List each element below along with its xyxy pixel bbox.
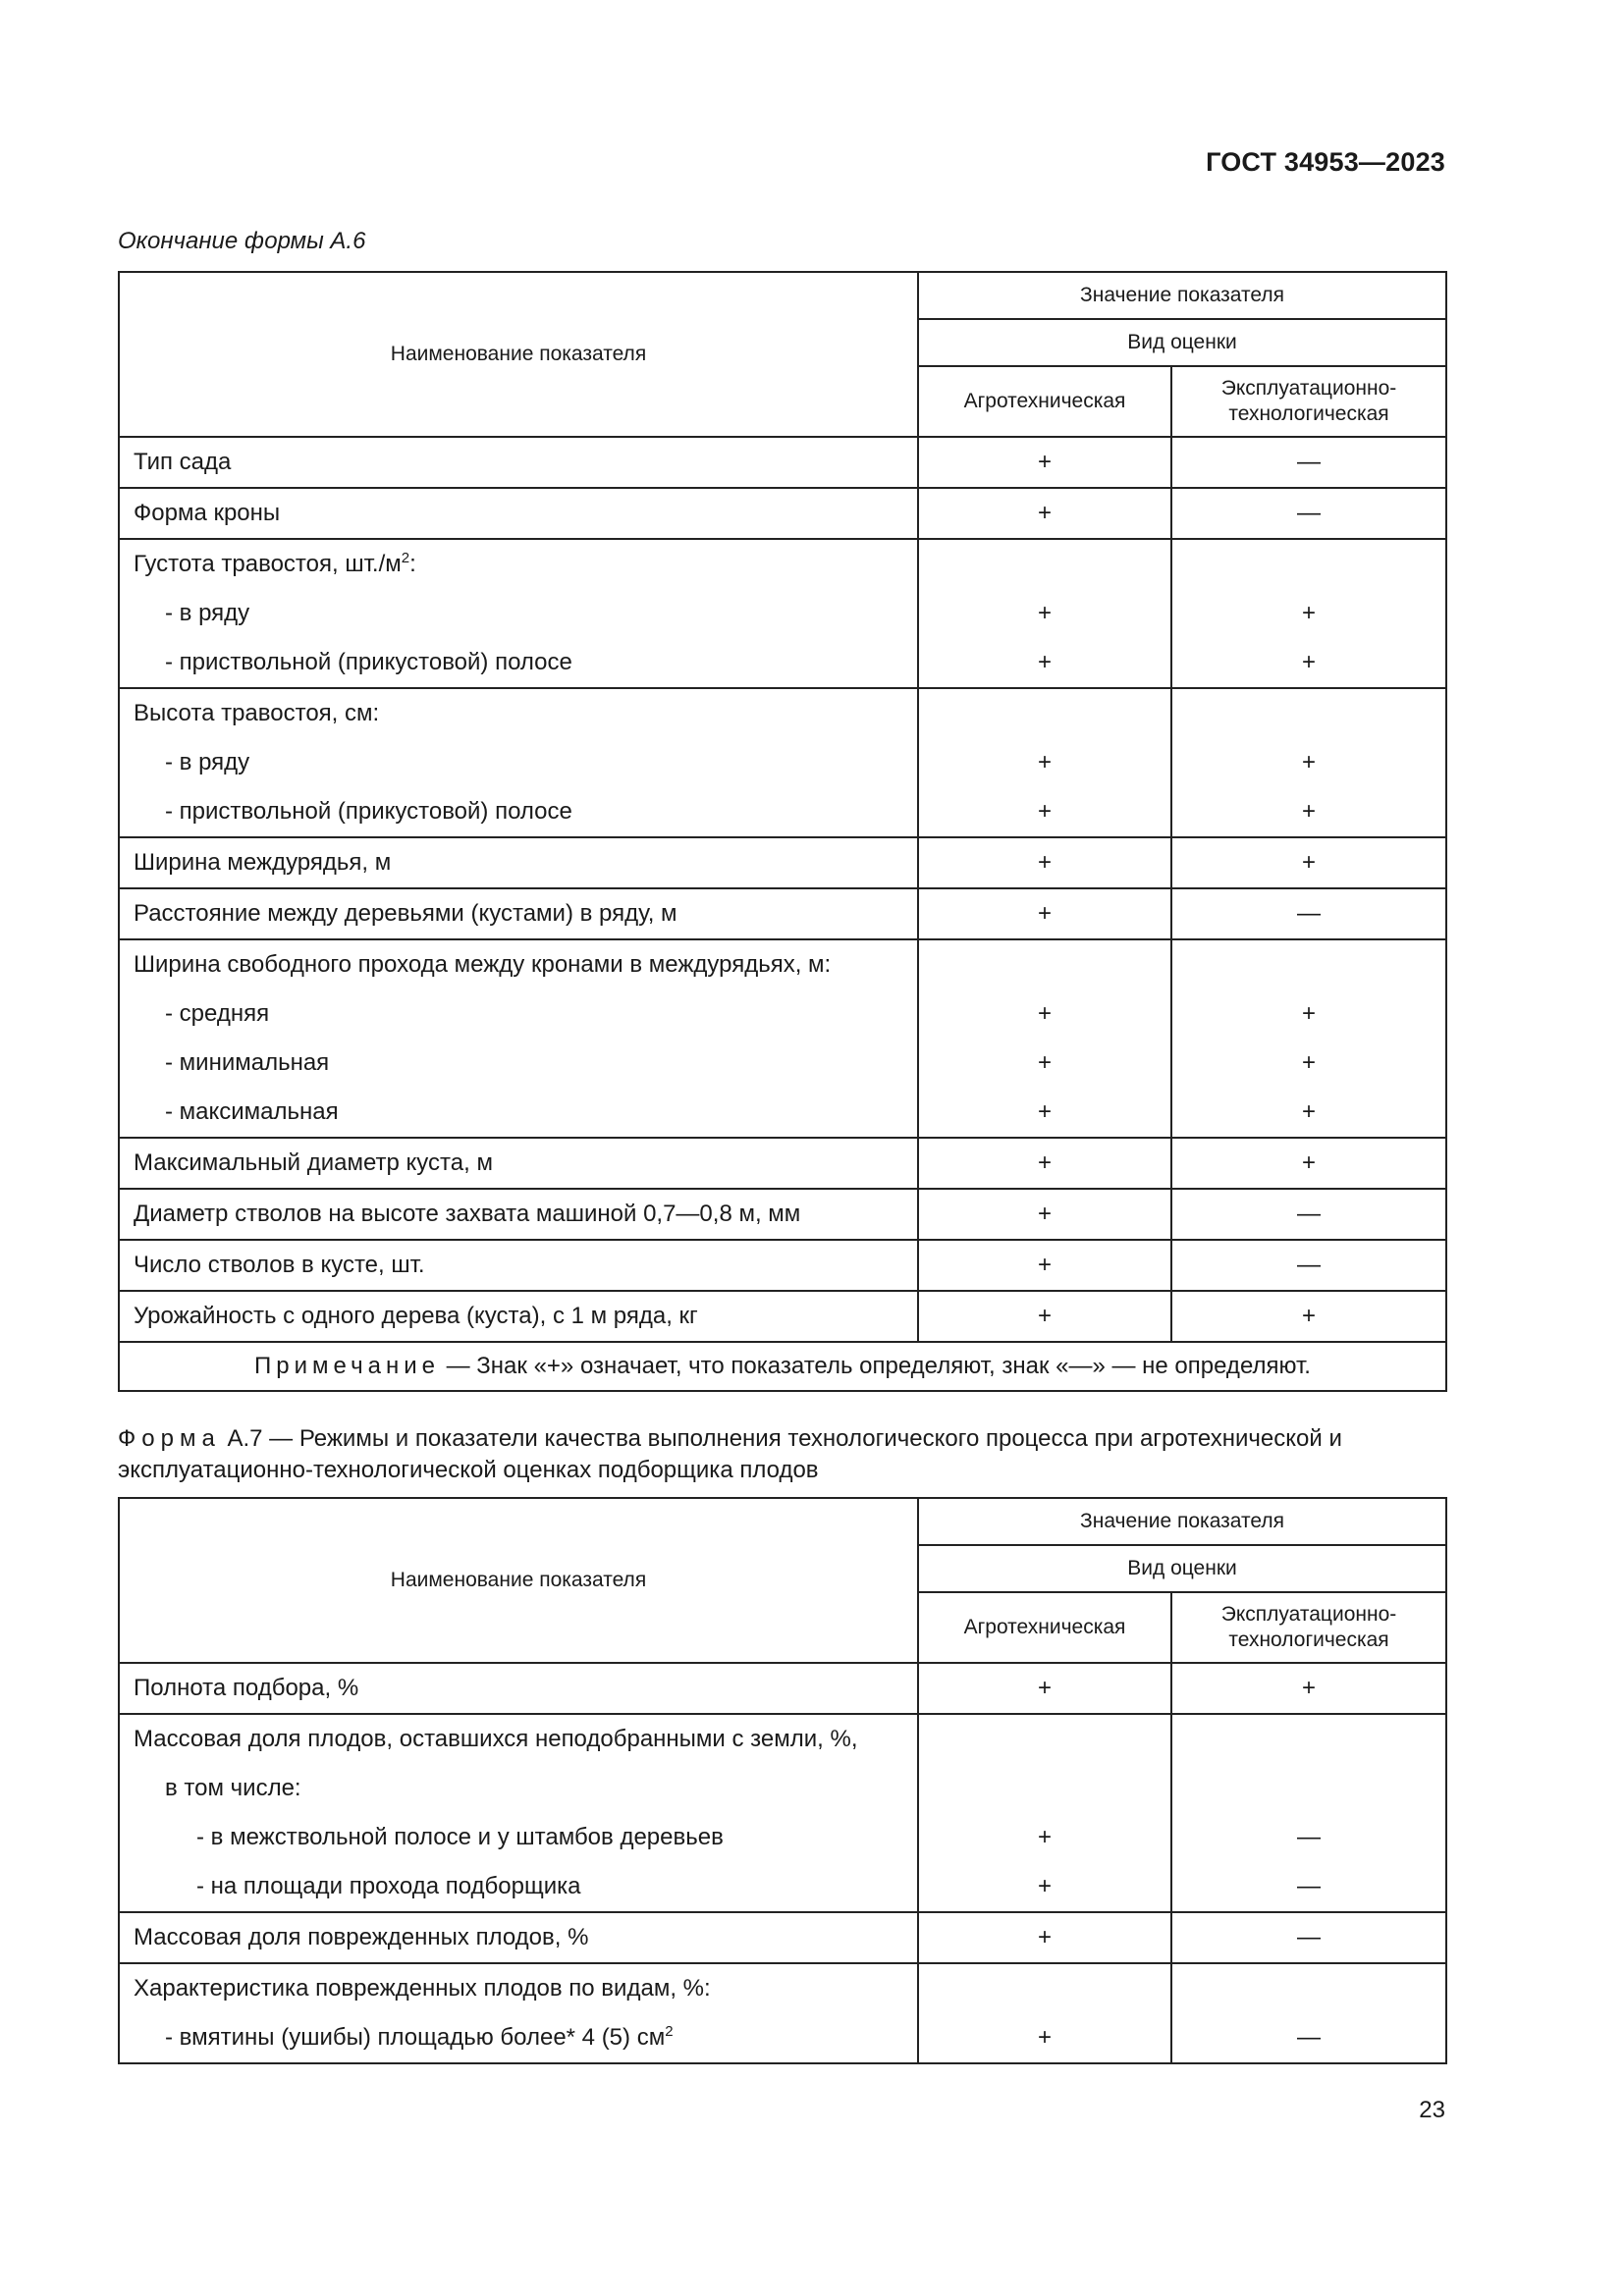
operational-value-cell xyxy=(1171,1138,1446,1189)
header-operational-line2: технологическая xyxy=(1228,1629,1389,1651)
indicator-name-cell xyxy=(119,488,918,539)
agrotechnical-mark: + xyxy=(1037,1873,1052,1899)
indicator-text xyxy=(134,1088,917,1137)
indicator-label: в том числе: xyxy=(165,1775,301,1801)
table-row xyxy=(119,488,1446,539)
header-indicator-name: Наименование показателя xyxy=(119,1498,918,1663)
operational-value-cell xyxy=(1171,1189,1446,1240)
table-form-a7 xyxy=(118,1497,1447,2064)
agrotechnical-value-cell xyxy=(918,539,1171,688)
indicator-text xyxy=(134,1039,917,1088)
header-indicator-value: Значение показателя xyxy=(918,272,1446,319)
agrotechnical-mark: + xyxy=(1037,1924,1052,1950)
agrotechnical-value-cell xyxy=(918,1240,1171,1291)
header-operational-line1: Эксплуатационно- xyxy=(1220,377,1397,400)
operational-mark: — xyxy=(1297,1201,1321,1227)
indicator-label: Полнота подбора, % xyxy=(134,1675,359,1701)
header-operational xyxy=(1171,366,1446,437)
table-row xyxy=(119,437,1446,488)
table-row xyxy=(119,837,1446,888)
indicator-text xyxy=(134,989,917,1039)
operational-value-cell xyxy=(1171,688,1446,837)
agrotechnical-mark: + xyxy=(1037,1675,1052,1701)
agrotechnical-mark: + xyxy=(1037,500,1052,526)
agrotechnical-value-cell xyxy=(918,837,1171,888)
indicator-name-cell xyxy=(119,1240,918,1291)
indicator-text xyxy=(134,489,917,538)
indicator-text xyxy=(134,889,917,938)
table-row xyxy=(119,539,1446,688)
indicator-label: - на площади прохода подборщика xyxy=(196,1873,581,1899)
indicator-name-cell xyxy=(119,1714,918,1912)
operational-value-cell xyxy=(1171,437,1446,488)
header-assessment-type: Вид оценки xyxy=(918,1545,1446,1592)
operational-mark: — xyxy=(1297,449,1321,475)
indicator-text xyxy=(134,589,917,638)
indicator-text xyxy=(134,1241,917,1290)
agrotechnical-value-cell xyxy=(918,1663,1171,1714)
indicator-text xyxy=(134,1292,917,1341)
indicator-label: Тип сада xyxy=(134,449,232,475)
agrotechnical-value-cell xyxy=(918,888,1171,939)
note-label: Примечание xyxy=(254,1353,440,1379)
table-row xyxy=(119,1138,1446,1189)
indicator-text xyxy=(134,1664,917,1713)
agrotechnical-value-cell xyxy=(918,1138,1171,1189)
operational-value-cell xyxy=(1171,939,1446,1138)
form-label: Форма xyxy=(118,1425,221,1452)
indicator-name-cell xyxy=(119,837,918,888)
indicator-label: Расстояние между деревьями (кустами) в ряду, м xyxy=(134,900,677,927)
agrotechnical-mark xyxy=(919,540,1170,589)
operational-mark: — xyxy=(1297,1924,1321,1950)
header-agrotechnical: Агротехническая xyxy=(918,1592,1171,1663)
operational-value-cell xyxy=(1171,1291,1446,1342)
form-a7-caption xyxy=(118,1423,1443,1486)
agrotechnical-mark xyxy=(919,1715,1170,1764)
header-indicator-value: Значение показателя xyxy=(918,1498,1446,1545)
indicator-text xyxy=(134,438,917,487)
indicator-label: - приствольной (прикустовой) полосе xyxy=(165,649,572,675)
operational-mark xyxy=(1172,1964,1445,2013)
table-row xyxy=(119,1189,1446,1240)
indicator-text xyxy=(134,1862,917,1911)
table-row xyxy=(119,888,1446,939)
indicator-text xyxy=(134,638,917,687)
operational-mark: — xyxy=(1297,500,1321,526)
indicator-label: - средняя xyxy=(165,1000,270,1027)
operational-mark: + xyxy=(1302,1675,1317,1701)
indicator-label: Высота травостоя, см: xyxy=(134,700,380,726)
agrotechnical-mark: + xyxy=(1037,849,1052,876)
agrotechnical-mark: + xyxy=(1037,749,1052,775)
agrotechnical-mark: + xyxy=(1037,600,1052,626)
operational-mark xyxy=(1172,940,1445,989)
indicator-text xyxy=(134,689,917,738)
superscript: 2 xyxy=(401,550,410,566)
indicator-name-cell xyxy=(119,888,918,939)
indicator-name-cell xyxy=(119,1912,918,1963)
operational-value-cell xyxy=(1171,1663,1446,1714)
operational-mark: — xyxy=(1297,1824,1321,1850)
continuation-label: Окончание формы А.6 xyxy=(118,228,366,254)
operational-mark: + xyxy=(1302,649,1317,675)
agrotechnical-value-cell xyxy=(918,939,1171,1138)
superscript: 2 xyxy=(665,2023,674,2040)
indicator-label: - приствольной (прикустовой) полосе xyxy=(165,798,572,825)
indicator-label: Максимальный диаметр куста, м xyxy=(134,1149,493,1176)
agrotechnical-value-cell xyxy=(918,1912,1171,1963)
indicator-label: Густота травостоя, шт./м xyxy=(134,551,402,577)
agrotechnical-mark: + xyxy=(1037,798,1052,825)
operational-value-cell xyxy=(1171,1963,1446,2063)
indicator-name-cell xyxy=(119,437,918,488)
form-number: А.7 xyxy=(220,1425,263,1452)
indicator-name-cell xyxy=(119,1291,918,1342)
agrotechnical-mark: + xyxy=(1037,1252,1052,1278)
indicator-name-cell xyxy=(119,539,918,688)
indicator-label: - в ряду xyxy=(165,749,250,775)
agrotechnical-mark: + xyxy=(1037,1201,1052,1227)
indicator-name-cell xyxy=(119,939,918,1138)
operational-mark: + xyxy=(1302,1000,1317,1027)
table-form-a6 xyxy=(118,271,1447,1392)
agrotechnical-mark xyxy=(919,940,1170,989)
operational-mark: + xyxy=(1302,1149,1317,1176)
operational-mark: + xyxy=(1302,1049,1317,1076)
note-text: — Знак «+» означает, что показатель определяют, знак «—» — не определяют. xyxy=(439,1353,1311,1379)
indicator-text xyxy=(134,1715,917,1764)
operational-mark: + xyxy=(1302,749,1317,775)
indicator-label: Число стволов в кусте, шт. xyxy=(134,1252,425,1278)
form-title: — Режимы и показатели качества выполнения технологического процесса при агротехнической и эксплуатационно-технологической оценках подборщика плодов xyxy=(118,1425,1342,1483)
indicator-label: Массовая доля поврежденных плодов, % xyxy=(134,1924,589,1950)
indicator-label: - минимальная xyxy=(165,1049,330,1076)
operational-mark: + xyxy=(1302,1303,1317,1329)
indicator-label: - максимальная xyxy=(165,1098,339,1125)
operational-mark: — xyxy=(1297,1252,1321,1278)
agrotechnical-mark xyxy=(919,1964,1170,2013)
agrotechnical-mark xyxy=(919,1764,1170,1813)
indicator-label: Урожайность с одного дерева (куста), с 1 м ряда, кг xyxy=(134,1303,698,1329)
indicator-label: Ширина свободного прохода между кронами в междурядьях, м: xyxy=(134,951,832,978)
indicator-label-suffix: : xyxy=(409,551,416,577)
header-indicator-name: Наименование показателя xyxy=(119,272,918,437)
table-note xyxy=(119,1342,1446,1391)
indicator-text xyxy=(134,940,917,989)
agrotechnical-value-cell xyxy=(918,1291,1171,1342)
indicator-name-cell xyxy=(119,1963,918,2063)
indicator-label: Ширина междурядья, м xyxy=(134,849,392,876)
agrotechnical-mark: + xyxy=(1037,649,1052,675)
operational-value-cell xyxy=(1171,888,1446,939)
operational-mark: — xyxy=(1297,1873,1321,1899)
table-row xyxy=(119,1240,1446,1291)
agrotechnical-value-cell xyxy=(918,1963,1171,2063)
operational-mark: + xyxy=(1302,849,1317,876)
indicator-name-cell xyxy=(119,1663,918,1714)
operational-mark xyxy=(1172,1715,1445,1764)
indicator-text xyxy=(134,1913,917,1962)
agrotechnical-mark: + xyxy=(1037,2024,1052,2051)
agrotechnical-value-cell xyxy=(918,1714,1171,1912)
operational-mark: + xyxy=(1302,600,1317,626)
indicator-label: - в ряду xyxy=(165,600,250,626)
table-row xyxy=(119,1291,1446,1342)
header-operational-line2: технологическая xyxy=(1228,402,1389,425)
header-operational xyxy=(1171,1592,1446,1663)
indicator-text xyxy=(134,1764,917,1813)
indicator-name-cell xyxy=(119,1189,918,1240)
table-row xyxy=(119,939,1446,1138)
indicator-label: Форма кроны xyxy=(134,500,281,526)
indicator-name-cell xyxy=(119,1138,918,1189)
indicator-text xyxy=(134,540,917,589)
agrotechnical-mark: + xyxy=(1037,1149,1052,1176)
indicator-text xyxy=(134,1190,917,1239)
indicator-text xyxy=(134,1964,917,2013)
indicator-name-cell xyxy=(119,688,918,837)
operational-mark: + xyxy=(1302,1098,1317,1125)
agrotechnical-value-cell xyxy=(918,437,1171,488)
agrotechnical-mark: + xyxy=(1037,1824,1052,1850)
indicator-text xyxy=(134,1813,917,1862)
agrotechnical-mark: + xyxy=(1037,1303,1052,1329)
indicator-label: Характеристика поврежденных плодов по видам, %: xyxy=(134,1975,711,2002)
table-row xyxy=(119,1963,1446,2063)
operational-mark: — xyxy=(1297,2024,1321,2051)
agrotechnical-mark: + xyxy=(1037,1049,1052,1076)
header-agrotechnical: Агротехническая xyxy=(918,366,1171,437)
agrotechnical-mark: + xyxy=(1037,1098,1052,1125)
operational-value-cell xyxy=(1171,837,1446,888)
operational-mark xyxy=(1172,689,1445,738)
operational-mark: + xyxy=(1302,798,1317,825)
agrotechnical-value-cell xyxy=(918,488,1171,539)
document-code: ГОСТ 34953—2023 xyxy=(1206,147,1445,177)
page-number: 23 xyxy=(1419,2097,1445,2123)
indicator-text xyxy=(134,2013,917,2062)
table-body xyxy=(119,1663,1446,2063)
table-row xyxy=(119,1912,1446,1963)
indicator-label: - вмятины (ушибы) площадью более* 4 (5) см xyxy=(165,2024,666,2051)
indicator-label: Диаметр стволов на высоте захвата машиной 0,7—0,8 м, мм xyxy=(134,1201,801,1227)
indicator-label: - в межствольной полосе и у штамбов деревьев xyxy=(196,1824,724,1850)
operational-value-cell xyxy=(1171,1912,1446,1963)
indicator-text xyxy=(134,1139,917,1188)
table-row xyxy=(119,1714,1446,1912)
table-row xyxy=(119,1663,1446,1714)
agrotechnical-value-cell xyxy=(918,1189,1171,1240)
operational-value-cell xyxy=(1171,539,1446,688)
operational-mark xyxy=(1172,540,1445,589)
operational-mark: — xyxy=(1297,900,1321,927)
indicator-text xyxy=(134,838,917,887)
table-body xyxy=(119,437,1446,1342)
operational-mark xyxy=(1172,1764,1445,1813)
table-row xyxy=(119,688,1446,837)
operational-value-cell xyxy=(1171,488,1446,539)
operational-value-cell xyxy=(1171,1240,1446,1291)
indicator-text xyxy=(134,738,917,787)
header-operational-line1: Эксплуатационно- xyxy=(1220,1603,1397,1626)
agrotechnical-mark: + xyxy=(1037,1000,1052,1027)
indicator-label: Массовая доля плодов, оставшихся неподобранными с земли, %, xyxy=(134,1726,858,1752)
agrotechnical-mark: + xyxy=(1037,900,1052,927)
operational-value-cell xyxy=(1171,1714,1446,1912)
header-assessment-type: Вид оценки xyxy=(918,319,1446,366)
agrotechnical-value-cell xyxy=(918,688,1171,837)
agrotechnical-mark: + xyxy=(1037,449,1052,475)
agrotechnical-mark xyxy=(919,689,1170,738)
indicator-text xyxy=(134,787,917,836)
